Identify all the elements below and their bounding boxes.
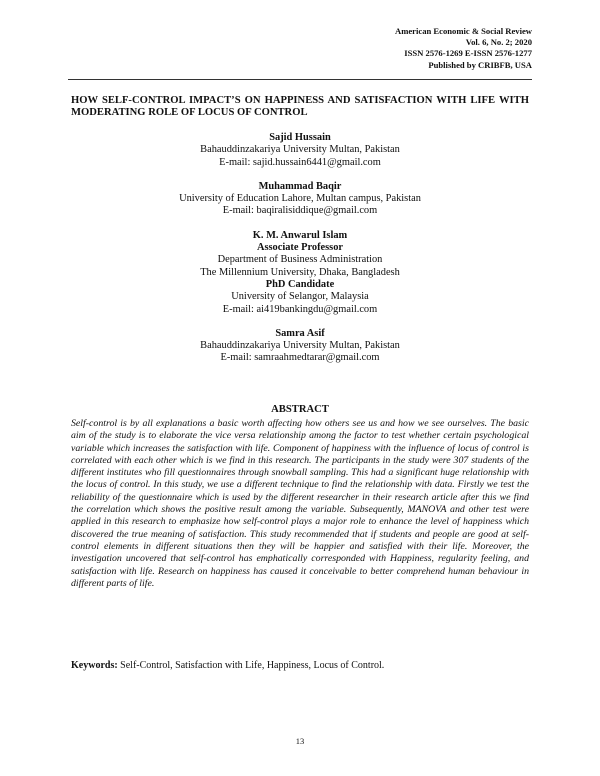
journal-publisher: Published by CRIBFB, USA [428,59,532,70]
abstract-text: Self-control is by all explanations a basic worth affecting how others see us and how we see ourselves. The basic aim of the study is to elaborate the vice versa relationship among the factor to test whether certain psychological variable which increases the satisfaction with life. Component of happiness with the influence of locus of control is correlated with each other which is we find in this research. The participants in the study were 307 students of the different institutes who fill questionnaires through snowball sampling. This had a significant huge relationship with the locus of control. In this study, we use a different technique to find the relationship with data. Firstly we test the reliability of the questionnaire which is used by the different researcher in their research article after this we find the correlation which shows the positive result among the variable. Subsequently, MANOVA and other test were applied in this research to emphasize how self-control plays a major role to enhance the level of happiness which discovered the true meaning of satisfaction. This study recommended that if students and people are good at self-control elements in different situations then they will be happier and satisfied with their life. Moreover, the investigation uncovered that self-control has emphatically corresponded with Happiness, regularity feeling, and satisfaction with life. Research on happiness has caused it conceivable to better comprehend human behaviour in different parts of life. [71,418,529,589]
keywords-label: Keywords: [71,660,118,671]
author-role-secondary: PhD Candidate [265,278,335,290]
author-affiliation-secondary: University of Selangor, Malaysia [231,291,369,303]
author-block [71,181,529,218]
author-name: Muhammad Baqir [258,180,342,192]
author-name: K. M. Anwarul Islam [252,229,348,241]
author-name: Sajid Hussain [269,132,331,143]
header-rule [68,79,532,80]
author-affiliation: Bahauddinzakariya University Multan, Pakistan [200,340,400,352]
author-email: E-mail: samraahmedtarar@gmail.com [220,352,380,364]
author-block [71,230,529,316]
journal-volume: Vol. 6, No. 2; 2020 [465,37,532,48]
journal-name: American Economic & Social Review [395,26,532,36]
keywords-list: Self-Control, Satisfaction with Life, Happiness, Locus of Control. [120,660,385,671]
author-name: Samra Asif [275,327,325,339]
author-affiliation: Bahauddinzakariya University Multan, Pakistan [200,144,400,156]
author-role: Associate Professor [256,242,344,254]
page-number: 13 [295,736,305,746]
author-affiliation: The Millennium University, Dhaka, Bangladesh [200,266,400,278]
author-affiliation: University of Education Lahore, Multan campus, Pakistan [179,193,421,205]
journal-header [395,26,532,71]
author-email: E-mail: sajid.hussain6441@gmail.com [219,156,381,168]
author-block [71,132,529,169]
author-email: E-mail: ai419bankingdu@gmail.com [222,303,378,315]
journal-issn: ISSN 2576-1269 E-ISSN 2576-1277 [404,48,532,59]
keywords [71,660,529,671]
author-email: E-mail: baqiralisiddique@gmail.com [222,205,378,217]
author-list [71,132,529,377]
abstract-heading: ABSTRACT [271,404,329,415]
author-block [71,328,529,365]
author-department: Department of Business Administration [217,254,383,266]
paper-title: HOW SELF-CONTROL IMPACT’S ON HAPPINESS AND SATISFACTION WITH LIFE WITH MODERATING ROLE OF LOCUS OF CONTROL [71,95,529,118]
